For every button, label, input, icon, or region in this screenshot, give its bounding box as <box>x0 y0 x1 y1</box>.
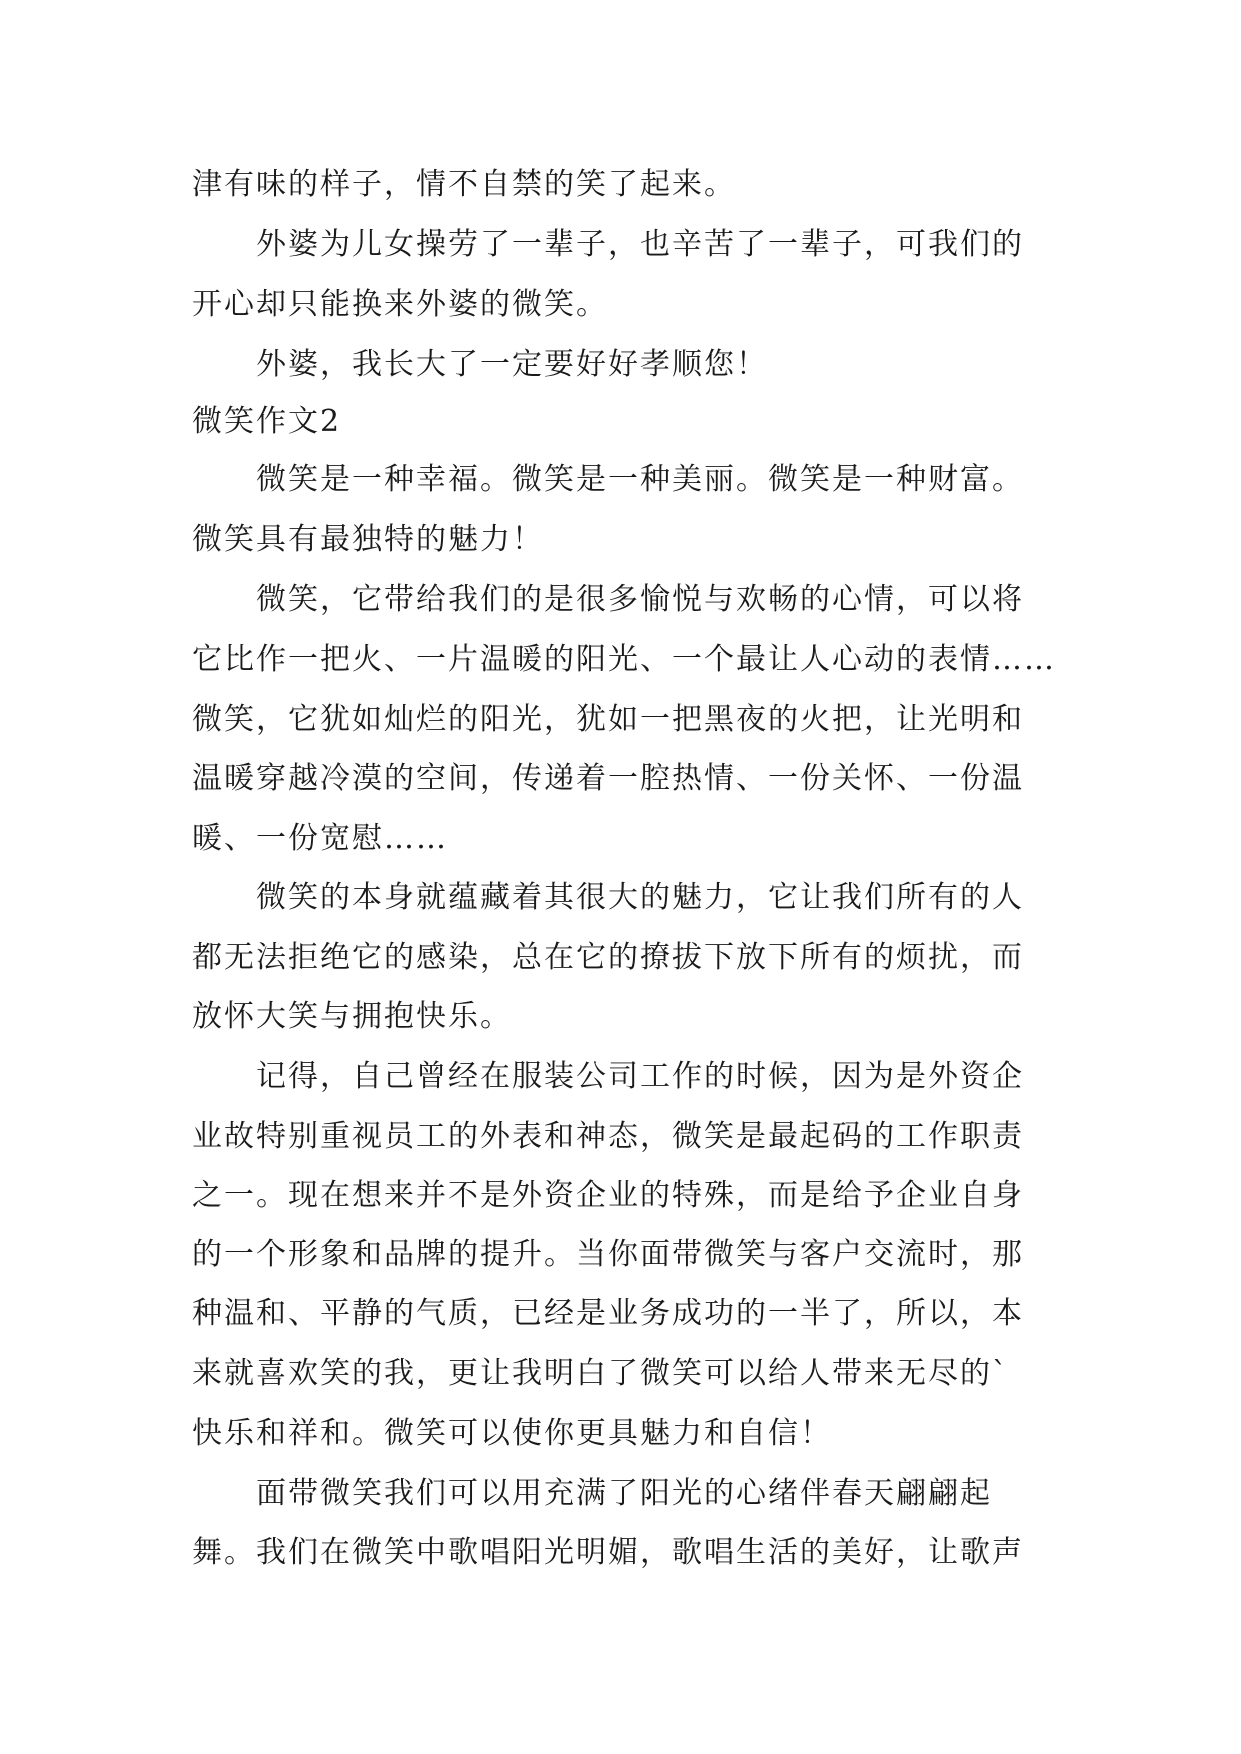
text-line-4: 外婆，我长大了一定要好好孝顺您！ <box>256 347 768 382</box>
text-line-24: 舞。我们在微笑中歌唱阳光明媚，歌唱生活的美好，让歌声 <box>192 1535 1024 1570</box>
text-line-10: 微笑，它犹如灿烂的阳光，犹如一把黑夜的火把，让光明和 <box>192 702 1024 737</box>
text-line-11: 温暖穿越冷漠的空间，传递着一腔热情、一份关怀、一份温 <box>192 761 1024 796</box>
text-line-9: 它比作一把火、一片温暖的阳光、一个最让人心动的表情…… <box>192 642 1056 677</box>
text-line-19: 的一个形象和品牌的提升。当你面带微笑与客户交流时，那 <box>192 1237 1024 1272</box>
text-line-17: 业故特别重视员工的外表和神态，微笑是最起码的工作职责 <box>192 1119 1024 1154</box>
text-line-20: 种温和、平静的气质，已经是业务成功的一半了，所以，本 <box>192 1296 1024 1331</box>
text-line-6: 微笑是一种幸福。微笑是一种美丽。微笑是一种财富。 <box>256 462 1024 497</box>
text-line-22: 快乐和祥和。微笑可以使你更具魅力和自信！ <box>192 1416 832 1451</box>
text-line-2: 外婆为儿女操劳了一辈子，也辛苦了一辈子，可我们的 <box>256 227 1024 262</box>
text-line-12: 暖、一份宽慰…… <box>192 821 448 856</box>
section-heading: 微笑作文2 <box>192 404 342 439</box>
text-line-18: 之一。现在想来并不是外资企业的特殊，而是给予企业自身 <box>192 1178 1024 1213</box>
text-line-3: 开心却只能换来外婆的微笑。 <box>192 287 608 322</box>
text-line-16: 记得，自己曾经在服装公司工作的时候，因为是外资企 <box>256 1059 1024 1094</box>
text-line-15: 放怀大笑与拥抱快乐。 <box>192 999 512 1034</box>
text-line-1: 津有味的样子，情不自禁的笑了起来。 <box>192 167 736 202</box>
text-line-14: 都无法拒绝它的感染，总在它的撩拔下放下所有的烦扰，而 <box>192 940 1024 975</box>
text-line-23: 面带微笑我们可以用充满了阳光的心绪伴春天翩翩起 <box>256 1476 992 1511</box>
text-line-21: 来就喜欢笑的我，更让我明白了微笑可以给人带来无尽的` <box>192 1356 1009 1391</box>
text-line-8: 微笑，它带给我们的是很多愉悦与欢畅的心情，可以将 <box>256 582 1024 617</box>
text-line-13: 微笑的本身就蕴藏着其很大的魅力，它让我们所有的人 <box>256 880 1024 915</box>
text-line-7: 微笑具有最独特的魅力！ <box>192 522 544 557</box>
